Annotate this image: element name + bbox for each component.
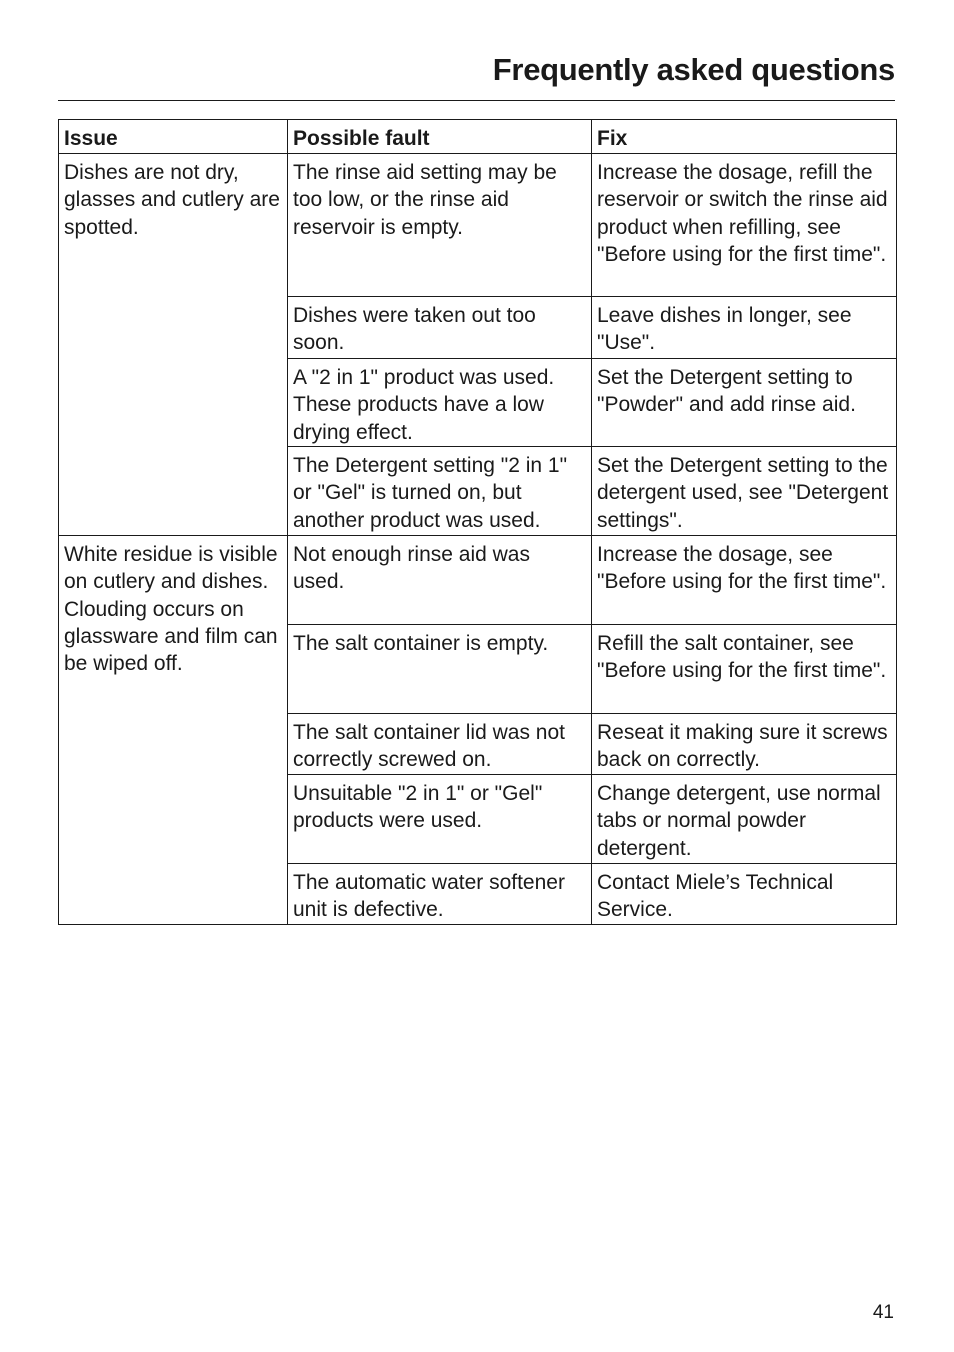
table-row (59, 154, 897, 297)
fix-cell: Change detergent, use normal tabs or normal powder detergent. (592, 775, 897, 864)
fault-cell: The automatic water softener unit is defective. (288, 864, 592, 925)
title-divider (58, 100, 895, 101)
fix-cell: Increase the dosage, refill the reservoir or switch the rinse aid product when refilling, see "Before using for the first time". (592, 154, 897, 297)
page-title: Frequently asked questions (492, 52, 895, 87)
issue-cell: Dishes are not dry, glasses and cutlery are spotted. (59, 154, 288, 536)
issue-cell: White residue is visible on cutlery and dishes. Clouding occurs on glassware and film can be wiped off. (59, 536, 288, 925)
column-header-issue: Issue (59, 120, 288, 154)
fault-cell: Not enough rinse aid was used. (288, 536, 592, 625)
fix-cell: Reseat it making sure it screws back on correctly. (592, 714, 897, 775)
fault-cell: The rinse aid setting may be too low, or the rinse aid reservoir is empty. (288, 154, 592, 297)
column-header-fix: Fix (592, 120, 897, 154)
fix-cell: Refill the salt container, see "Before using for the first time". (592, 625, 897, 714)
page-number: 41 (872, 1302, 894, 1323)
fix-cell: Set the Detergent setting to "Powder" and add rinse aid. (592, 359, 897, 447)
fix-cell: Leave dishes in longer, see "Use". (592, 297, 897, 359)
table-row (59, 536, 897, 625)
fault-cell: Dishes were taken out too soon. (288, 297, 592, 359)
fault-cell: The Detergent setting "2 in 1" or "Gel" is turned on, but another product was used. (288, 447, 592, 536)
fault-cell: Unsuitable "2 in 1" or "Gel" products were used. (288, 775, 592, 864)
fault-cell: A "2 in 1" product was used. These products have a low drying effect. (288, 359, 592, 447)
fix-cell: Increase the dosage, see "Before using for the first time". (592, 536, 897, 625)
fault-cell: The salt container lid was not correctly screwed on. (288, 714, 592, 775)
faq-table (58, 119, 897, 925)
fix-cell: Set the Detergent setting to the detergent used, see "Detergent settings". (592, 447, 897, 536)
column-header-possible-fault: Possible fault (288, 120, 592, 154)
table-header-row (59, 120, 897, 154)
fix-cell: Contact Miele’s Technical Service. (592, 864, 897, 925)
fault-cell: The salt container is empty. (288, 625, 592, 714)
